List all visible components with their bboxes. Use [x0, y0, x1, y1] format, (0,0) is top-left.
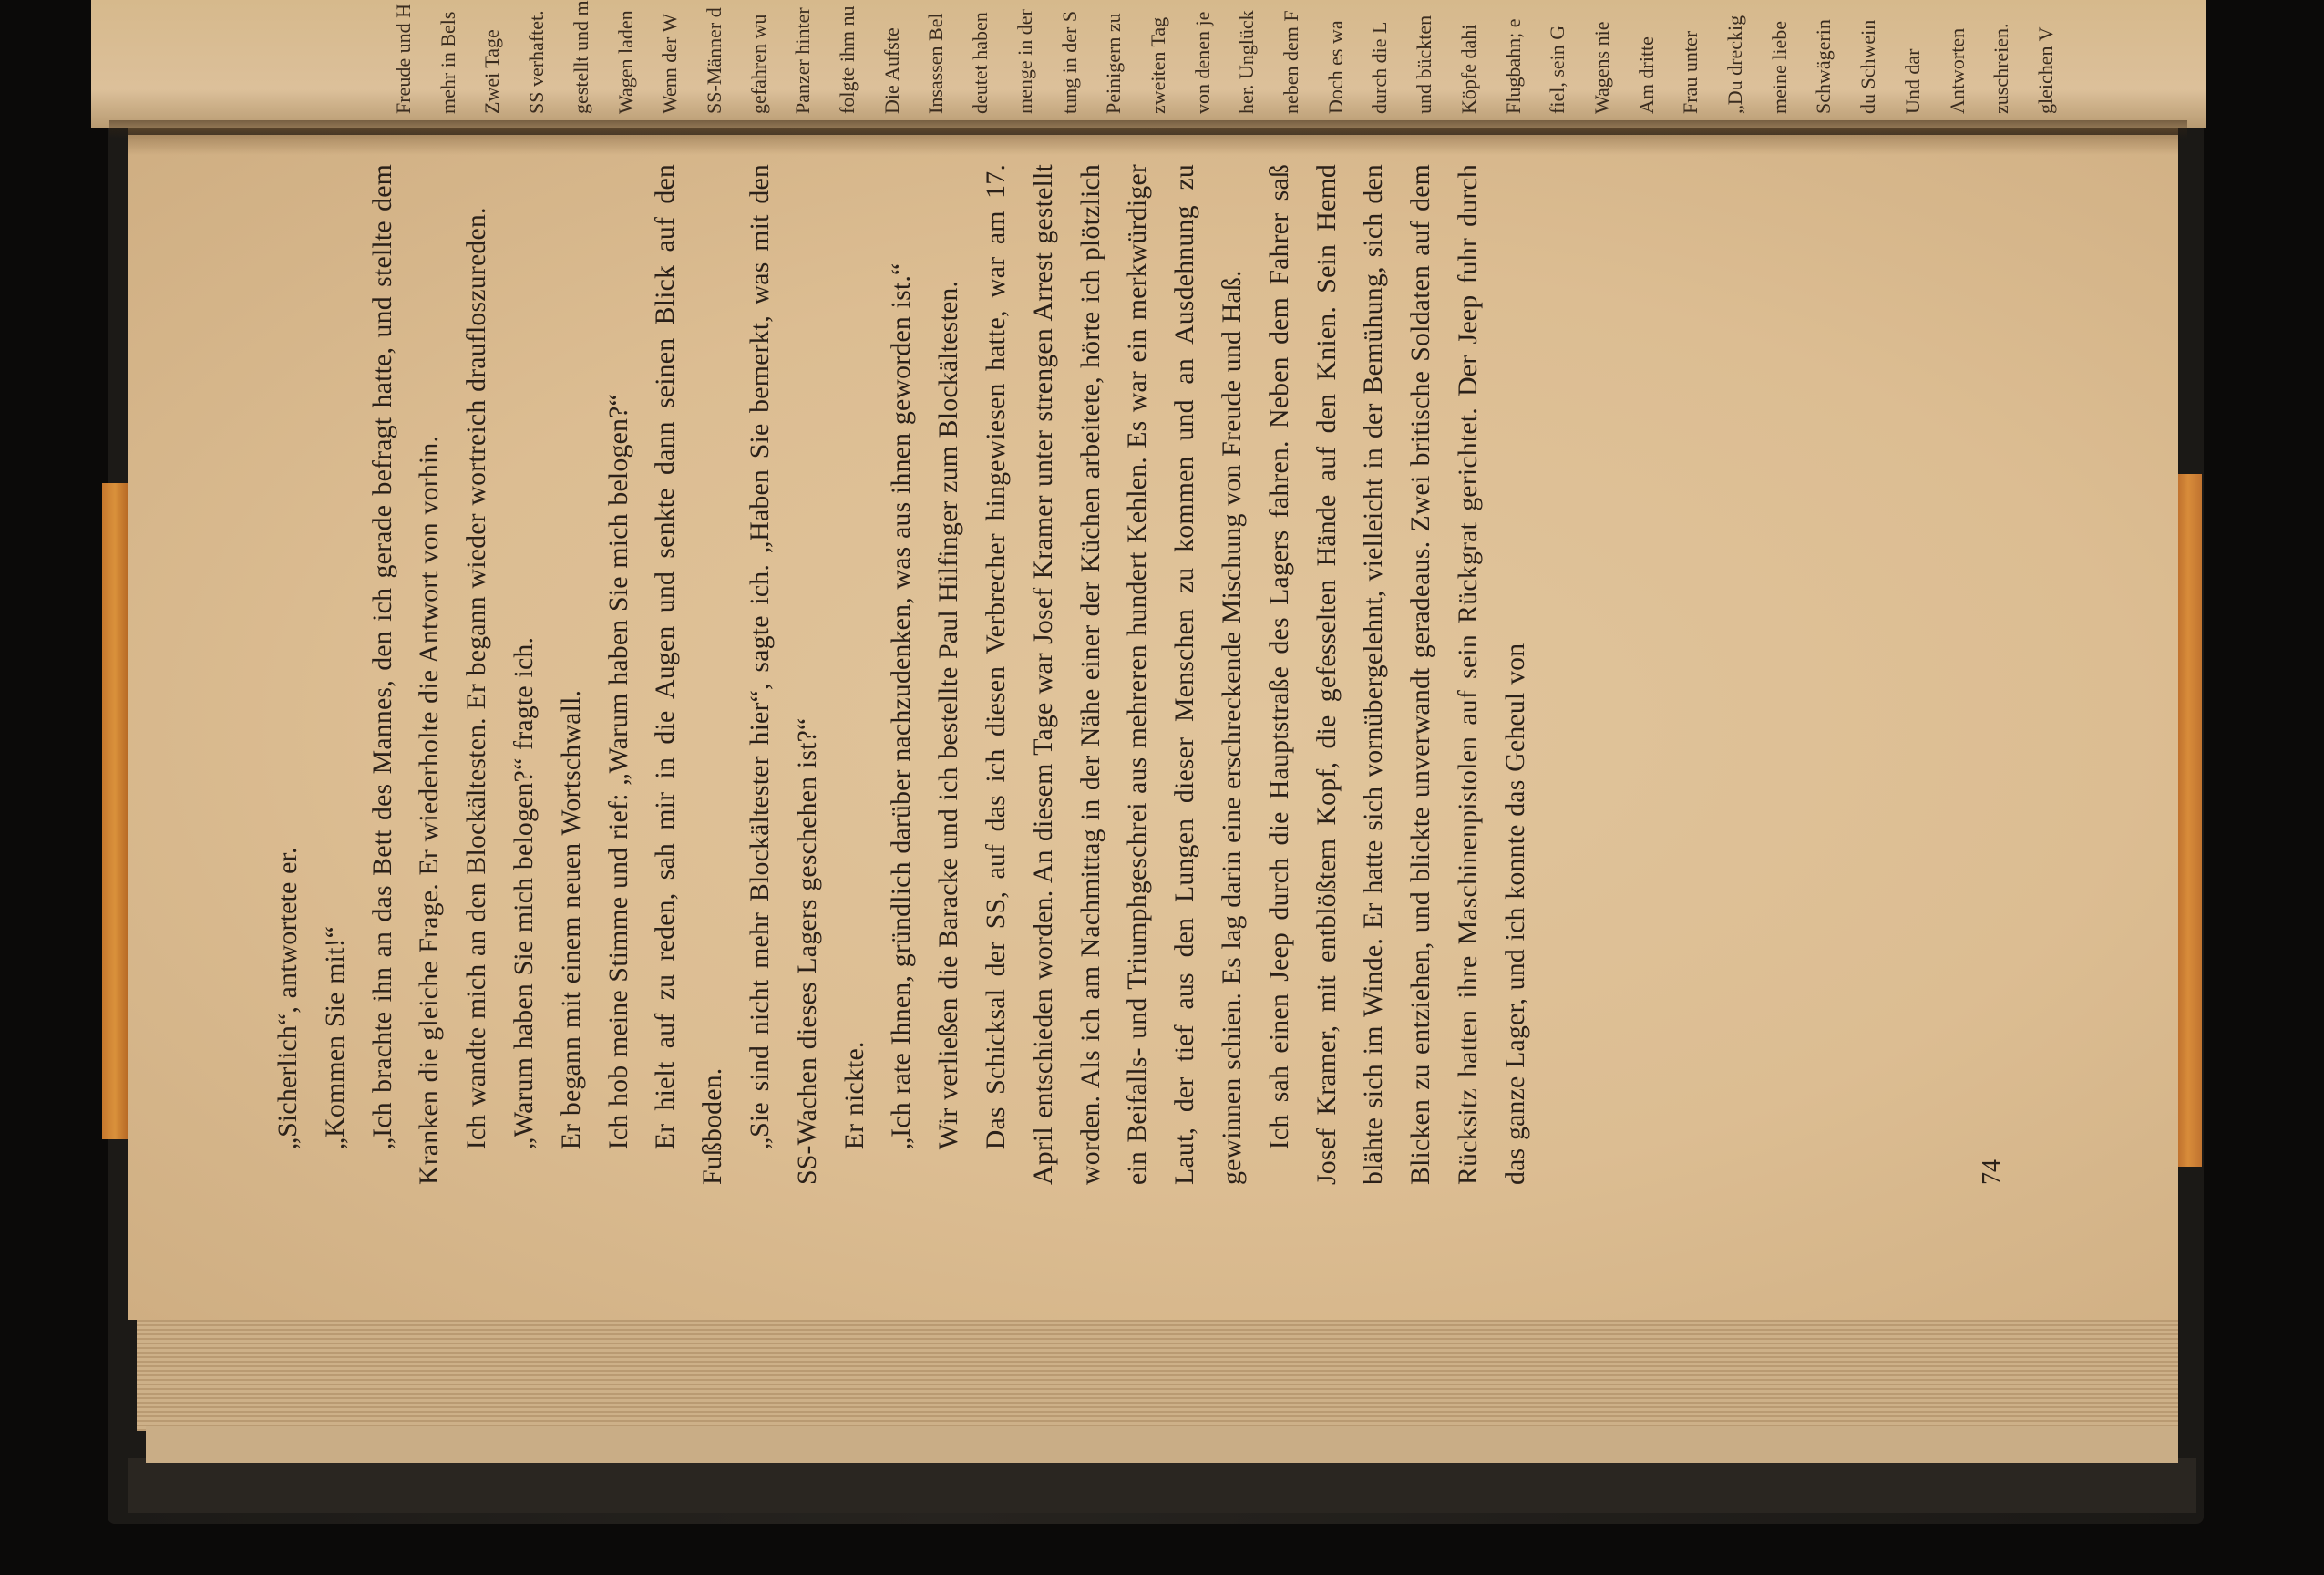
- facing-page-line: Köpfe dahi: [1456, 24, 1480, 114]
- cover-stripe-left: [102, 483, 128, 1139]
- facing-page-line: Doch es wa: [1323, 20, 1347, 114]
- facing-page-line: Und dar: [1900, 48, 1924, 114]
- paragraph: Ich wandte mich an den Blockältesten. Er begann wieder wortreich draufloszureden.: [461, 207, 492, 1150]
- page-number: 74: [1978, 1159, 2006, 1185]
- facing-page-line: Panzer hinter: [791, 7, 815, 114]
- paragraph: Wir verließen die Baracke und ich bestellte Paul Hilfinger zum Blockältesten.: [933, 280, 964, 1150]
- paragraph: „Ich brachte ihn an das Bett des Mannes, den ich gerade befragt hatte, und stellte dem Kranken die gleiche Frage. Er wiederholte die Antwort von vorhin.: [366, 164, 445, 1185]
- facing-page-line: Frau unter: [1679, 30, 1702, 114]
- facing-page-line: Wenn der W: [658, 13, 682, 114]
- facing-page-line: gefahren wu: [746, 14, 770, 114]
- facing-page-line: Insassen Bel: [924, 13, 948, 114]
- paragraph: Er begann mit einem neuen Wortschwall.: [555, 689, 586, 1150]
- page-stack-bottom: [146, 1426, 2178, 1463]
- paragraph: „Warum haben Sie mich belogen?“ fragte ich.: [508, 636, 539, 1150]
- facing-page-line: gleichen V: [2033, 26, 2057, 114]
- facing-page-line: zweiten Tag: [1146, 16, 1169, 114]
- facing-page: [91, 0, 2206, 128]
- facing-page-line: deutet haben: [969, 12, 992, 114]
- page-stack-edge: [137, 1312, 2178, 1431]
- facing-page-line: Am dritte: [1634, 36, 1658, 114]
- facing-page-line: Schwägerin: [1812, 19, 1836, 114]
- paragraph: Ich sah einen Jeep durch die Hauptstraße des Lagers fahren. Neben dem Fahrer saß Josef Kramer, mit entblößtem Kopf, die gefesselten Hände auf den Knien. Sein Hemd blähte sich im Winde. Er hatte sich vornübergelehnt, vielleicht in der Bemühung, sich den Blicken zu entziehen, und blickte unverwandt geradeaus. Zwei britische Soldaten auf dem Rücksitz hatten ihre Maschinenpistolen auf sein Rückgrat gerichtet. Der Jeep fuhr durch das ganze Lager, und ich konnte das Geheul von: [1263, 164, 1530, 1185]
- facing-page-line: tung in der S: [1057, 10, 1081, 114]
- paragraph: Er hielt auf zu reden, sah mir in die Augen und senkte dann seinen Blick auf den Fußboden.: [650, 164, 728, 1185]
- paragraph: „Sicherlich“, antwortete er.: [273, 847, 303, 1150]
- facing-page-line: Peinigern zu: [1102, 13, 1126, 114]
- body-text: [264, 164, 1539, 1185]
- paragraph: „Kommen Sie mit!“: [319, 925, 350, 1150]
- facing-page-line: neben dem F: [1280, 10, 1302, 114]
- facing-page-line: zuschreien.: [1990, 23, 2013, 114]
- facing-page-line: fiel, sein G: [1546, 25, 1569, 114]
- facing-page-line: mehr in Bels: [436, 11, 459, 114]
- facing-page-line: meine liebe: [1767, 20, 1791, 114]
- cover-stripe-right: [2175, 474, 2202, 1167]
- facing-page-line: menge in der: [1013, 9, 1036, 114]
- facing-page-line: Antworten: [1945, 27, 1969, 114]
- paragraph: Ich hob meine Stimme und rief: „Warum haben Sie mich belogen?“: [602, 394, 633, 1150]
- facing-page-line: SS verhaftet.: [525, 10, 549, 114]
- facing-page-line: Freude und H: [392, 4, 415, 114]
- facing-page-line: du Schwein: [1856, 19, 1880, 114]
- facing-page-line: folgte ihm nu: [836, 5, 859, 114]
- facing-page-line: gestellt und m: [569, 0, 592, 114]
- facing-page-line: Zwei Tage: [480, 29, 504, 114]
- facing-page-line: durch die L: [1368, 21, 1392, 114]
- paragraph: Das Schicksal der SS, auf das ich diesen Verbrecher hingewiesen hatte, war am 17. April entschieden worden. An diesem Tage war Josef Kramer unter strengen Arrest gestellt worden. Als ich am Nachmittag in der Nähe einer der Küchen arbeitete, hörte ich plötzlich ein Beifalls- und Triumphgeschrei aus mehreren hundert Kehlen. Es war ein merkwürdiger Laut, der tief aus den Lungen dieser Menschen zu kommen und an Ausdehnung zu gewinnen schien. Es lag darin eine erschreckende Mischung von Freude und Haß.: [980, 164, 1247, 1185]
- facing-page-line: her. Unglück: [1235, 10, 1259, 114]
- book-gutter: [128, 128, 2178, 155]
- facing-page-line: Wagens nie: [1589, 21, 1613, 114]
- facing-page-line: Die Aufste: [879, 27, 903, 114]
- page-text-block: [264, 164, 2006, 1185]
- facing-page-line: Wagen laden: [613, 10, 637, 114]
- cover-bottom-edge: [128, 1458, 2196, 1513]
- facing-page-line: Flugbahn; e: [1501, 18, 1525, 114]
- facing-page-line: SS-Männer d: [702, 7, 725, 114]
- facing-page-line: „Du dreckig: [1723, 15, 1746, 114]
- facing-page-line: von denen je: [1190, 11, 1214, 114]
- paragraph: „Sie sind nicht mehr Blockältester hier“, sagte ich. „Haben Sie bemerkt, was mit den SS-Wachen dieses Lagers geschehen ist?“: [744, 164, 822, 1185]
- paragraph: „Ich rate Ihnen, gründlich darüber nachzudenken, was aus ihnen geworden ist.“: [886, 262, 917, 1150]
- paragraph: Er nickte.: [838, 1041, 869, 1150]
- facing-page-line: und bückten: [1413, 15, 1436, 114]
